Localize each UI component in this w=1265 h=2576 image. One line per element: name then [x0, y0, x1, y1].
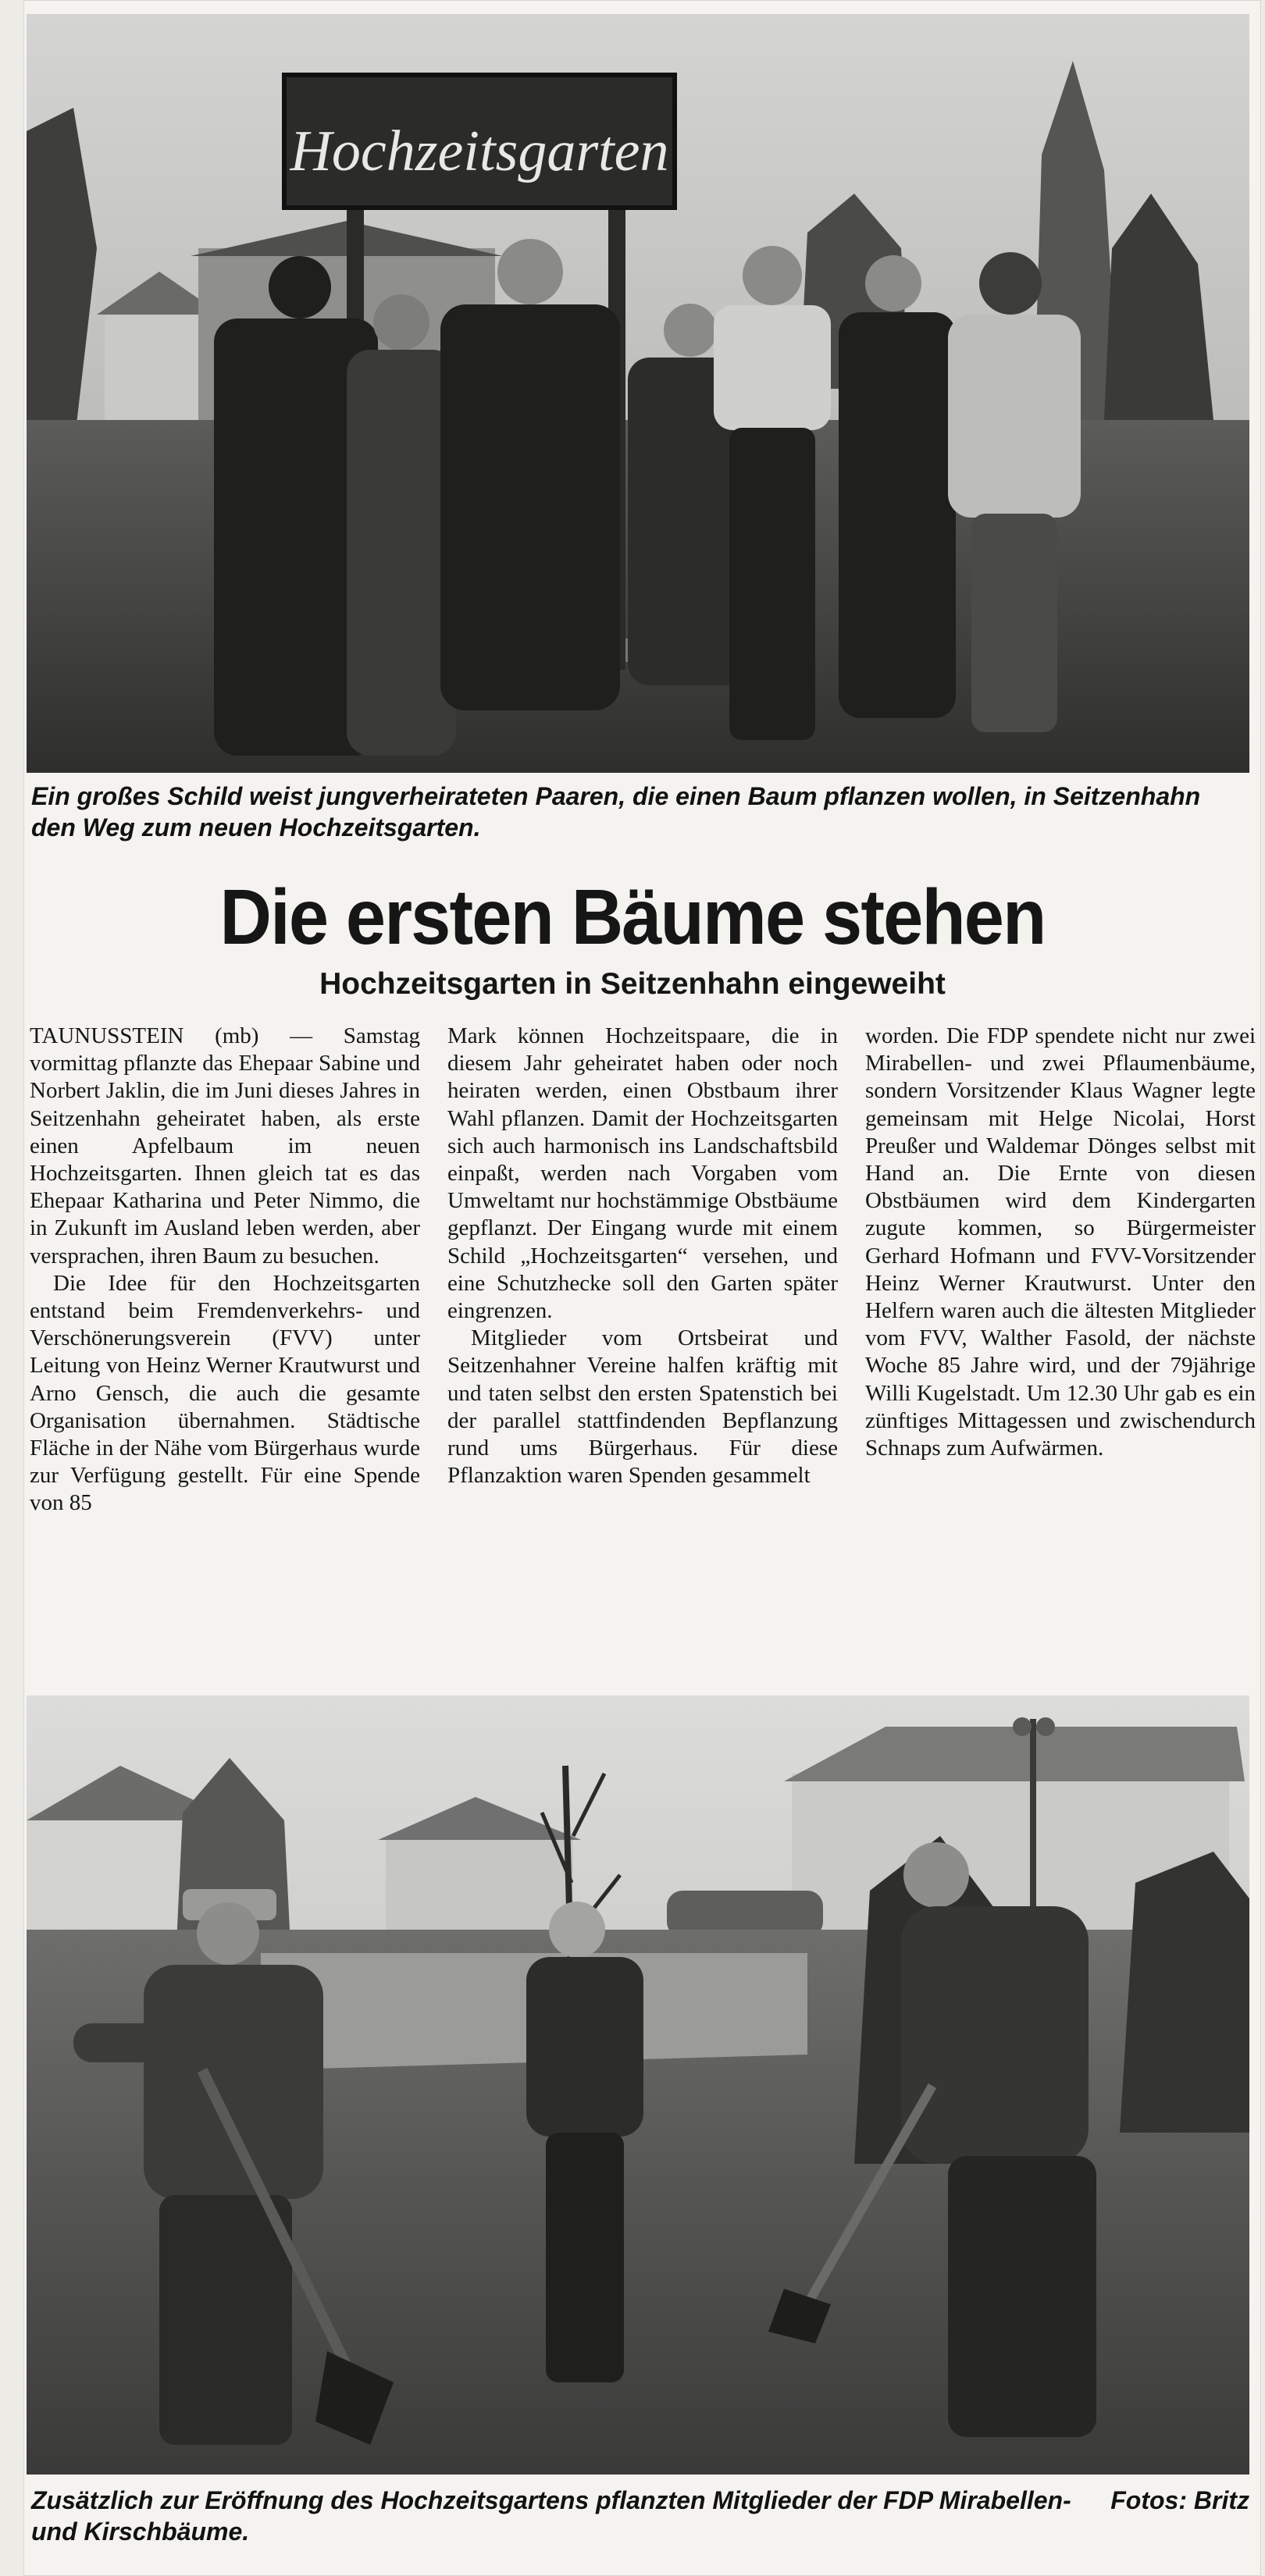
article-column-2 — [447, 1023, 838, 1678]
photo-caption-bottom — [31, 2485, 1249, 2547]
photo-caption-top: Ein großes Schild weist jungverheirateten Paaren, die einen Baum pflanzen wollen, in Seitzenhahn den Weg zum neuen Hochzeitsgarten. — [31, 782, 1201, 841]
article-body — [30, 1023, 1256, 1678]
article-paragraph: Mitglieder vom Ortsbeirat und Seitzenhahner Vereine halfen kräftig mit und taten selbst den ersten Spatenstich bei der parallel stattfindenden Bepflanzung rund ums Bürgerhaus. Für diese Pflanzaktion waren Spenden gesammelt — [447, 1325, 838, 1489]
article-column-3 — [865, 1023, 1256, 1678]
article-column-1 — [30, 1023, 420, 1678]
photo-tree-planting — [27, 1695, 1249, 2475]
article-paragraph: Mark können Hochzeitspaare, die in diesem Jahr geheiratet haben oder noch heiraten werden, einen Obstbaum ihrer Wahl pflanzen. Damit der Hochzeitsgarten sich auch harmonisch ins Landschaftsbild einpaßt, werden nach Vorgaben vom Umweltamt nur hochstämmige Obstbäume gepflanzt. Der Eingang wurde mit einem Schild „Hochzeitsgarten“ versehen, und eine Schutzhecke soll den Garten später eingrenzen. — [447, 1023, 838, 1324]
article-paragraph: worden. Die FDP spendete nicht nur zwei Mirabellen- und zwei Pflaumenbäume, sondern Vorsitzender Klaus Wagner legte gemeinsam mit Helge Nicolai, Horst Preußer und Waldemar Dönges selbst mit Hand an. Die Ernte von diesen Obstbäumen wird dem Kindergarten zugute kommen, so Bürgermeister Gerhard Hofmann und FVV-Vorsitzender Heinz Werner Krautwurst. Unter den Helfern waren auch die ältesten Mitglieder vom FVV, Walther Fasold, der nächste Woche 85 Jahre wird, und der 79jährige Willi Kugelstadt. Um 12.30 Uhr gab es ein zünftiges Mittagessen und zwischendurch Schnaps zum Aufwärmen. — [865, 1023, 1256, 1461]
article-paragraph: Die Idee für den Hochzeitsgarten entstand beim Fremdenverkehrs- und Verschönerungsverein (FVV) unter Leitung von Heinz Werner Krautwurst und Arno Gensch, die auch die gesamte Organisation übernahmen. Städtische Fläche in der Nähe vom Bürgerhaus wurde zur Verfügung gestellt. Für eine Spende von 85 — [30, 1270, 420, 1516]
article-paragraph: TAUNUSSTEIN (mb) — Samstag vormittag pflanzte das Ehepaar Sabine und Norbert Jaklin, die im Juni dieses Jahres in Seitzenhahn geheiratet haben, als erste einen Apfelbaum im neuen Hochzeitsgarten. Ihnen gleich tat es das Ehepaar Katharina und Peter Nimmo, die in Zukunft im Ausland leben werden, aber versprachen, ihren Baum zu besuchen. — [30, 1023, 420, 1268]
photo-credit: Fotos: Britz — [1110, 2486, 1249, 2514]
photo-caption-bottom-text: Zusätzlich zur Eröffnung des Hochzeitsgartens pflanzten Mitglieder der FDP Mirabellen- und Kirschbäume. — [31, 2486, 1071, 2546]
photo-group-at-sign — [27, 14, 1249, 773]
headline: Die ersten Bäume stehen — [219, 873, 1046, 961]
sign-text: Hochzeitsgarten — [290, 119, 669, 183]
subheadline: Hochzeitsgarten in Seitzenhahn eingeweiht — [319, 967, 946, 1001]
